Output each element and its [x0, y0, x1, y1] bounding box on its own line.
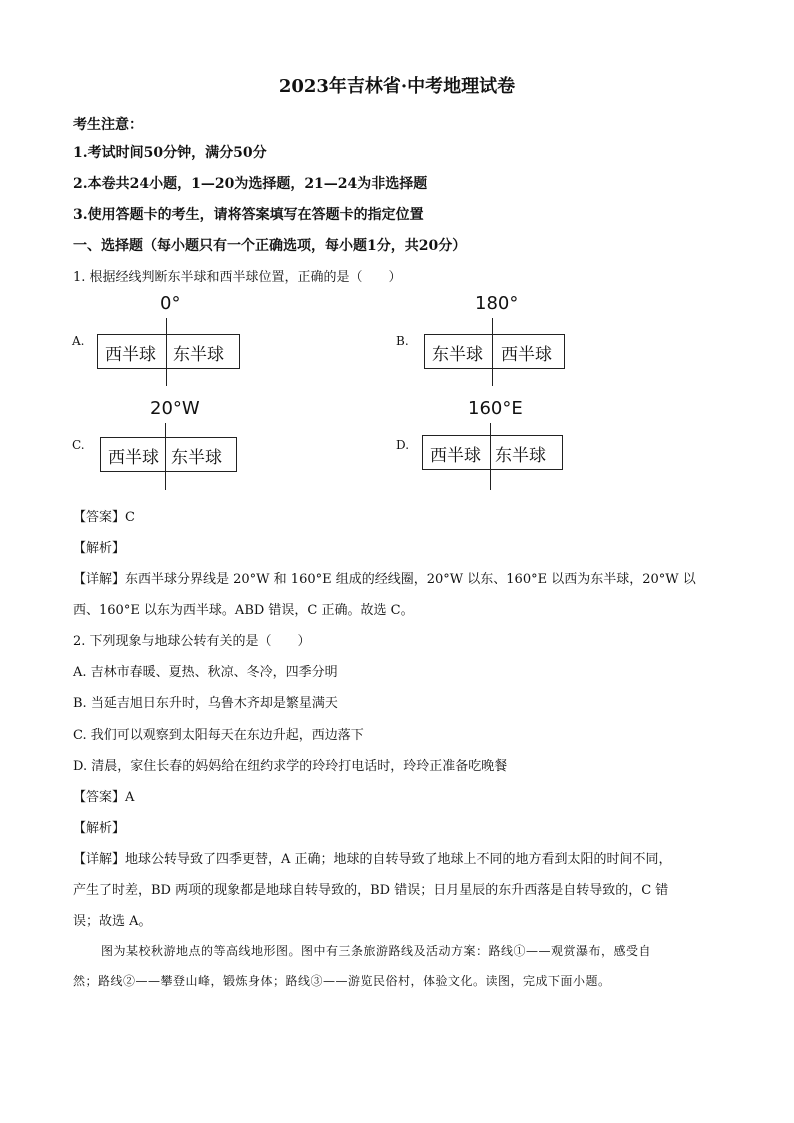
option-text: B. 当延吉旭日东升时，乌鲁木齐却是繁星满天	[73, 696, 338, 711]
hemisphere-left: 西半球	[105, 345, 156, 365]
hemisphere-right: 西半球	[501, 345, 552, 365]
explanation-line: 【详解】东西半球分界线是 20°W 和 160°E 组成的经线圈，20°W 以东、160°E 以西为东半球，20°W 以	[73, 572, 696, 587]
hemisphere-right: 东半球	[171, 448, 222, 468]
option-text: D. 清晨，家住长春的妈妈给在纽约求学的玲玲打电话时，玲玲正准备吃晚餐	[73, 759, 508, 774]
section-heading: 一、选择题（每小题只有一个正确选项，每小题1分，共20分）	[73, 238, 467, 254]
option-letter: D.	[396, 438, 410, 452]
option-text: A. 吉林市春暖、夏热、秋凉、冬冷，四季分明	[73, 665, 338, 680]
meridian-line	[492, 318, 493, 386]
explanation-line: 西、160°E 以东为西半球。ABD 错误，C 正确。故选 C。	[73, 603, 414, 618]
hemisphere-box	[424, 334, 565, 369]
hemisphere-left: 东半球	[432, 345, 483, 365]
option-text: C. 我们可以观察到太阳每天在东边升起，西边落下	[73, 728, 364, 743]
notice-heading: 考生注意：	[73, 117, 143, 133]
explanation-line: 【详解】地球公转导致了四季更替，A 正确；地球的自转导致了地球上不同的地方看到太阳的时间不同，	[73, 852, 672, 867]
hemisphere-right: 东半球	[173, 345, 224, 365]
meridian-label: 0°	[160, 293, 181, 314]
hemisphere-left: 西半球	[430, 446, 481, 466]
analysis-heading: 【解析】	[73, 541, 126, 556]
passage-line: 图为某校秋游地点的等高线地形图。图中有三条旅游路线及活动方案：路线①——观赏瀑布，感受自	[101, 944, 652, 958]
analysis-heading: 【解析】	[73, 821, 126, 836]
option-letter: C.	[72, 438, 85, 452]
answer: 【答案】A	[73, 790, 135, 805]
meridian-label: 160°E	[468, 398, 523, 419]
meridian-line	[490, 423, 491, 490]
option-letter: B.	[396, 334, 409, 348]
meridian-line	[166, 318, 167, 386]
explanation-line: 产生了时差，BD 两项的现象都是地球自转导致的，BD 错误；日月星辰的东升西落是自转导致的，C 错	[73, 883, 669, 898]
answer: 【答案】C	[73, 510, 135, 525]
hemisphere-left: 西半球	[108, 448, 159, 468]
meridian-label: 180°	[475, 293, 519, 314]
meridian-line	[165, 423, 166, 490]
question-stem: 1. 根据经线判断东半球和西半球位置，正确的是（ ）	[73, 270, 402, 285]
hemisphere-box	[422, 435, 563, 470]
hemisphere-box	[97, 334, 240, 369]
explanation-line: 误；故选 A。	[73, 914, 152, 929]
notice-item: 2.本卷共24小题，1—20为选择题，21—24为非选择题	[73, 176, 428, 192]
meridian-label: 20°W	[150, 398, 200, 419]
page-title: 2023年吉林省·中考地理试卷	[278, 76, 516, 97]
notice-item: 3.使用答题卡的考生，请将答案填写在答题卡的指定位置	[73, 207, 424, 223]
option-letter: A.	[72, 334, 85, 348]
notice-item: 1.考试时间50分钟，满分50分	[73, 145, 267, 161]
hemisphere-box	[100, 437, 237, 472]
hemisphere-right: 东半球	[495, 446, 546, 466]
passage-line: 然；路线②——攀登山峰，锻炼身体；路线③——游览民俗村，体验文化。读图，完成下面小题。	[73, 974, 611, 988]
question-stem: 2. 下列现象与地球公转有关的是（ ）	[73, 634, 311, 649]
